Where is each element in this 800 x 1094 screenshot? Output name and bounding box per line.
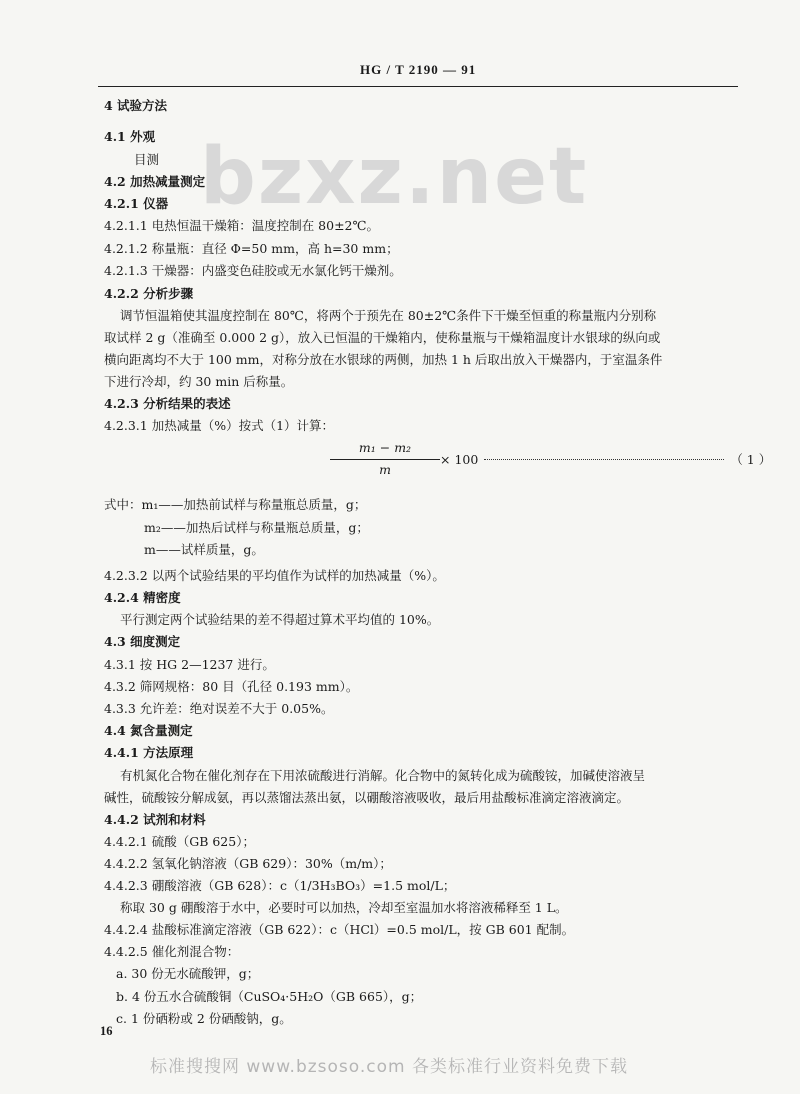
fraction-bar xyxy=(330,459,440,460)
text-line: 有机氮化合物在催化剂存在下用浓硫酸进行消解。化合物中的氮转化成为硫酸铵，加碱使溶液呈 xyxy=(120,768,646,783)
text-line: 4.2.1.1 电热恒温干燥箱：温度控制在 80±2℃。 xyxy=(104,218,379,233)
text-line: 4.3.3 允许差：绝对误差不大于 0.05%。 xyxy=(104,701,334,716)
text-line: 4.3.1 按 HG 2—1237 进行。 xyxy=(104,657,275,672)
text-line: a. 30 份无水硫酸钾，g； xyxy=(116,966,260,981)
text-line: 4.2.3.1 加热减量（%）按式（1）计算： xyxy=(104,418,335,433)
formula-numerator: m₁ − m₂ xyxy=(358,440,412,455)
section-heading: 4 试验方法 xyxy=(104,98,168,113)
watermark: bzxz.net xyxy=(200,132,589,222)
text-line: 4.4.2.4 盐酸标准滴定溶液（GB 622）：c（HCl）=0.5 mol/L，按 GB 601 配制。 xyxy=(104,922,575,937)
section-heading: 4.2.4 精密度 xyxy=(104,590,181,605)
text-line: 称取 30 g 硼酸溶于水中，必要时可以加热，冷却至室温加水将溶液稀释至 1 L。 xyxy=(120,900,568,915)
text-line: 4.2.3.2 以两个试验结果的平均值作为试样的加热减量（%）。 xyxy=(104,568,445,583)
text-line: 下进行冷却，约 30 min 后称量。 xyxy=(104,374,294,389)
text-line: 4.4.2.3 硼酸溶液（GB 628）：c（1/3H₃BO₃）=1.5 mol/L； xyxy=(104,878,456,893)
section-heading: 4.2.1 仪器 xyxy=(104,196,169,211)
section-heading: 4.2 加热减量测定 xyxy=(104,174,206,189)
text-line: 4.4.2.2 氢氧化钠溶液（GB 629）：30%（m/m）； xyxy=(104,856,392,871)
text-line: 4.2.1.2 称量瓶：直径 Φ=50 mm，高 h=30 mm； xyxy=(104,241,399,256)
section-heading: 4.3 细度测定 xyxy=(104,634,181,649)
section-heading: 4.4.2 试剂和材料 xyxy=(104,812,206,827)
formula-fraction xyxy=(330,440,440,480)
formula-denominator: m xyxy=(379,462,391,477)
footer-watermark: 标准搜搜网 www.bzsoso.com 各类标准行业资料免费下载 xyxy=(150,1057,629,1077)
section-heading: 4.2.3 分析结果的表述 xyxy=(104,396,231,411)
section-heading: 4.4.1 方法原理 xyxy=(104,745,194,760)
text-line: b. 4 份五水合硫酸铜（CuSO₄·5H₂O（GB 665），g； xyxy=(116,989,423,1004)
text-line: 调节恒温箱使其温度控制在 80℃，将两个于预先在 80±2℃条件下干燥至恒重的称量瓶内分别称 xyxy=(120,308,657,323)
text-line: 4.2.1.3 干燥器：内盛变色硅胶或无水氯化钙干燥剂。 xyxy=(104,263,402,278)
leader-dots xyxy=(484,459,724,460)
section-heading: 4.2.2 分析步骤 xyxy=(104,286,194,301)
text-line: 碱性，硫酸铵分解成氨，再以蒸馏法蒸出氨，以硼酸溶液吸收，最后用盐酸标准滴定溶液滴定。 xyxy=(104,790,630,805)
page-number: 16 xyxy=(100,1024,113,1038)
text-line: 式中：m₁——加热前试样与称量瓶总质量，g； xyxy=(104,497,367,512)
formula-multiplier: × 100 xyxy=(440,452,479,467)
text-line: 4.4.2.5 催化剂混合物： xyxy=(104,944,240,959)
text-line: c. 1 份硒粉或 2 份硒酸钠，g。 xyxy=(116,1011,292,1026)
formula-number: （ 1 ） xyxy=(730,452,772,467)
formula-1 xyxy=(330,440,772,480)
text-line: 4.4.2.1 硫酸（GB 625）； xyxy=(104,834,255,849)
formula-tail xyxy=(440,450,771,468)
section-heading: 4.4 氮含量测定 xyxy=(104,723,193,738)
header-rule xyxy=(98,86,738,87)
text-line: 横向距离均不大于 100 mm，对称分放在水银球的两侧，加热 1 h 后取出放入干燥器内，于室温条件 xyxy=(104,352,663,367)
text-line: m₂——加热后试样与称量瓶总质量，g； xyxy=(144,520,369,535)
page-header: HG / T 2190 — 91 xyxy=(360,62,477,77)
text-line: 目测 xyxy=(134,152,160,167)
text-line: 平行测定两个试验结果的差不得超过算术平均值的 10%。 xyxy=(120,612,440,627)
text-line: 4.3.2 筛网规格：80 目（孔径 0.193 mm）。 xyxy=(104,679,359,694)
text-line: 取试样 2 g（准确至 0.000 2 g），放入已恒温的干燥箱内，使称量瓶与干燥箱温度计水银球的纵向或 xyxy=(104,330,661,345)
text-line: m——试样质量，g。 xyxy=(144,542,264,557)
section-heading: 4.1 外观 xyxy=(104,129,156,144)
